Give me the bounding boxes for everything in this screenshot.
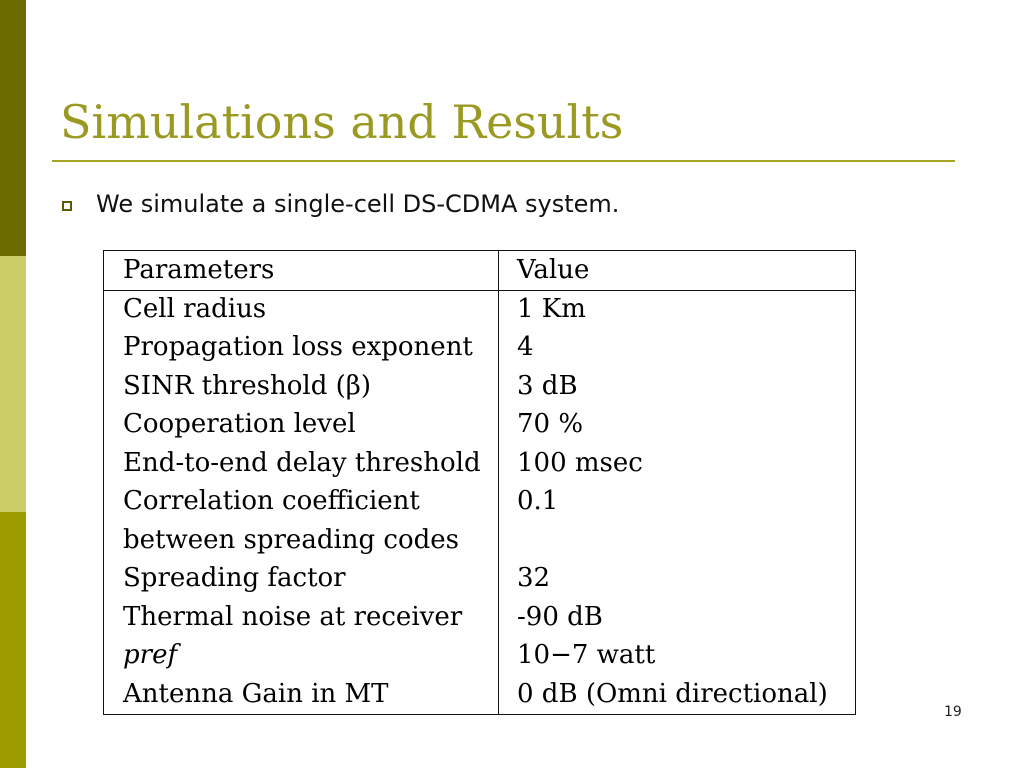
square-bullet-icon	[62, 201, 72, 211]
row-param-delay-threshold: End-to-end delay threshold	[123, 448, 481, 478]
row-value-antenna-gain: 0 dB (Omni directional)	[517, 679, 828, 709]
column-divider	[498, 251, 499, 714]
row-value-cell-radius: 1 Km	[517, 294, 586, 324]
row-value-sinr-threshold: 3 dB	[517, 371, 578, 401]
row-value-pref: 10−7 watt	[517, 640, 656, 670]
side-bar-dark-segment	[0, 0, 26, 256]
side-bar-mid-segment	[0, 512, 26, 768]
bullet-item	[62, 188, 619, 220]
slide-title: Simulations and Results	[60, 95, 624, 149]
bullet-text: We simulate a single-cell DS-CDMA system.	[96, 190, 620, 218]
row-value-cooperation-level: 70 %	[517, 409, 584, 439]
row-param-sinr-threshold: SINR threshold (β)	[123, 371, 371, 401]
row-param-spreading-factor: Spreading factor	[123, 563, 346, 593]
side-decoration-bar	[0, 0, 26, 768]
page-number: 19	[944, 704, 962, 720]
parameter-table	[103, 250, 856, 715]
row-param-correlation-coefficient: Correlation coefficient	[123, 486, 420, 516]
header-parameters: Parameters	[123, 255, 275, 285]
row-param-cell-radius: Cell radius	[123, 294, 267, 324]
header-value: Value	[517, 255, 590, 285]
row-value-propagation-loss: 4	[517, 332, 534, 362]
row-value-spreading-factor: 32	[517, 563, 551, 593]
row-param-spreading-codes: between spreading codes	[123, 525, 460, 555]
row-param-thermal-noise: Thermal noise at receiver	[123, 602, 463, 632]
row-value-correlation-coefficient: 0.1	[517, 486, 559, 516]
row-value-thermal-noise: -90 dB	[517, 602, 603, 632]
row-param-cooperation-level: Cooperation level	[123, 409, 356, 439]
row-param-propagation-loss: Propagation loss exponent	[123, 332, 473, 362]
row-param-antenna-gain: Antenna Gain in MT	[123, 679, 389, 709]
title-underline	[52, 160, 955, 162]
side-bar-light-segment	[0, 256, 26, 512]
row-value-delay-threshold: 100 msec	[517, 448, 643, 478]
row-param-pref: pref	[123, 640, 178, 670]
